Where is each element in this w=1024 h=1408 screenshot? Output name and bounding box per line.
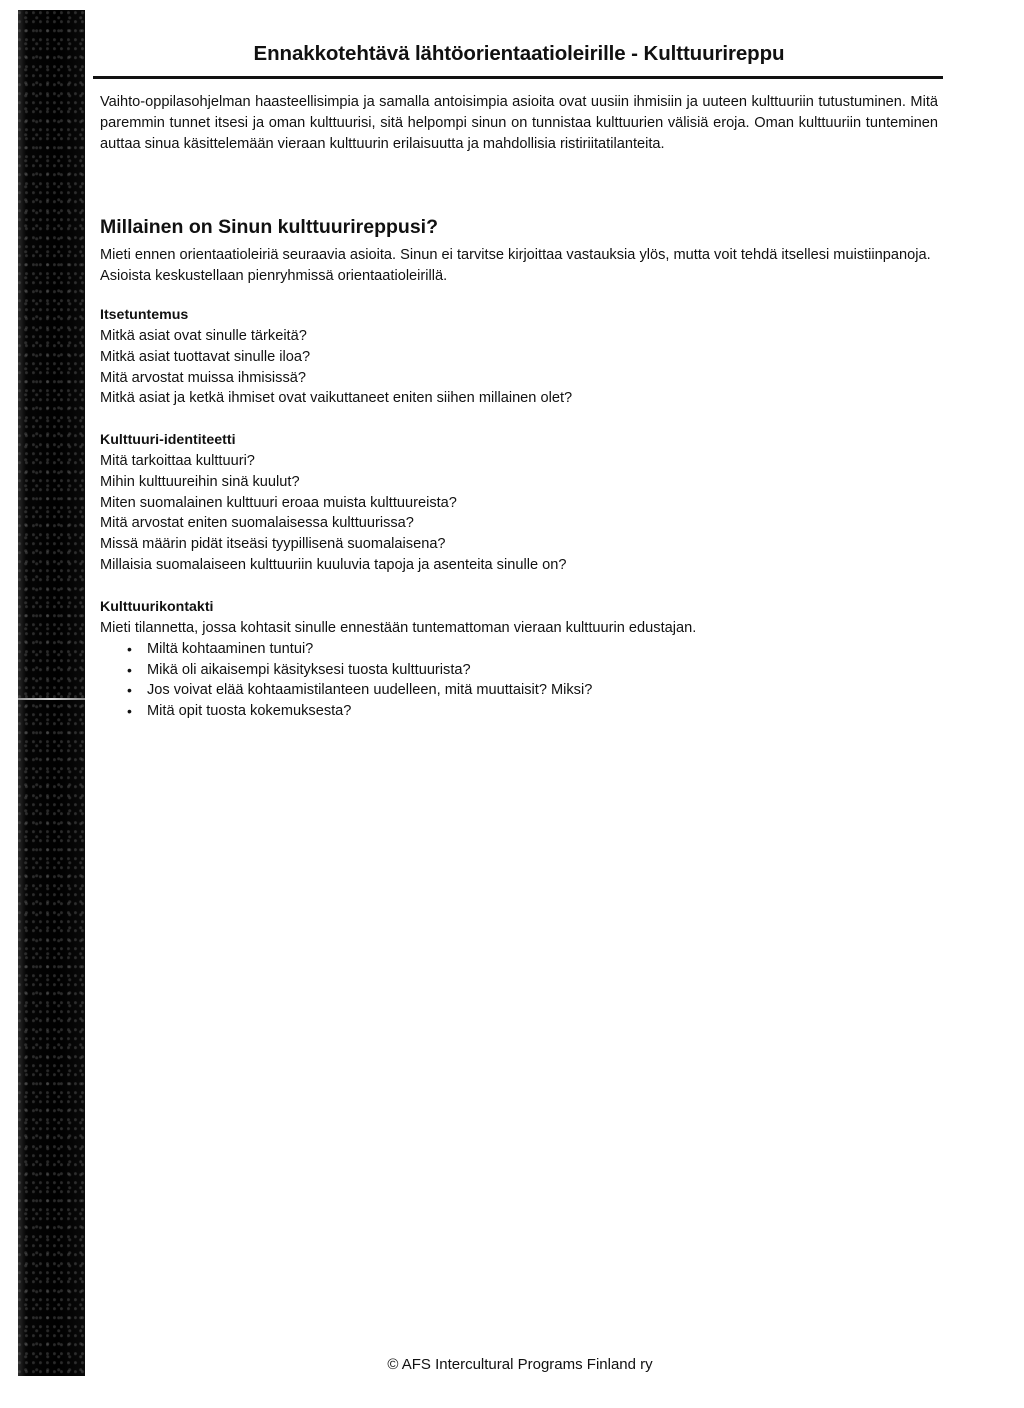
section-kulttuurikontakti: [100, 597, 945, 722]
question-line: Mitkä asiat tuottavat sinulle iloa?: [100, 348, 311, 365]
bullet-item: [100, 701, 945, 722]
page-title: Ennakkotehtävä lähtöorientaatioleirille - Kulttuurireppu: [253, 42, 785, 65]
section-itsetuntemus: [100, 305, 945, 409]
section-kulttuuri-identiteetti: [100, 430, 945, 576]
title-divider: [93, 76, 943, 79]
bullet-text: Mitä opit tuosta kokemuksesta?: [147, 703, 352, 720]
bullet-list: [100, 639, 945, 722]
bullet-icon: •: [127, 640, 132, 657]
question-line: Missä määrin pidät itseäsi tyypillisenä suomalaisena?: [100, 536, 446, 553]
bullet-item: [100, 660, 945, 681]
bullet-icon: •: [127, 661, 132, 678]
section-intro-line: Mieti tilannetta, jossa kohtasit sinulle ennestään tuntemattoman vieraan kulttuurin edustajan.: [100, 620, 697, 636]
bullet-item: [100, 639, 945, 660]
question-line: Mitä arvostat muissa ihmisissä?: [100, 369, 306, 386]
subsection-heading: Kulttuuri-identiteetti: [100, 432, 236, 448]
subsection-heading: Kulttuurikontakti: [100, 599, 214, 615]
fold-crease: [18, 698, 85, 700]
bullet-icon: •: [127, 703, 132, 720]
scanner-edge-shadow: [18, 10, 85, 1376]
lead-paragraph: Mieti ennen orientaatioleiriä seuraavia asioita. Sinun ei tarvitse kirjoittaa vastauksia ylös, mutta voit tehdä itsellesi muistiinpanoja. Asioista keskustellaan pienryhmissä orientaatioleirillä.: [100, 247, 931, 284]
question-line: Mitä tarkoittaa kulttuuri?: [100, 453, 255, 469]
bullet-text: Mikä oli aikaisempi käsityksesi tuosta kulttuurista?: [147, 661, 471, 678]
question-line: Miten suomalainen kulttuuri eroaa muista kulttuureista?: [100, 494, 457, 511]
question-line: Mihin kulttuureihin sinä kuulut?: [100, 473, 300, 490]
question-line: Millaisia suomalaiseen kulttuuriin kuuluvia tapoja ja asenteita sinulle on?: [100, 556, 567, 573]
bullet-text: Jos voivat elää kohtaamistilanteen uudelleen, mitä muuttaisit? Miksi?: [147, 682, 593, 699]
bullet-text: Miltä kohtaaminen tuntui?: [147, 640, 314, 657]
bullet-item: [100, 680, 945, 701]
intro-paragraph: Vaihto-oppilasohjelman haasteellisimpia ja samalla antoisimpia asioita ovat uusiin ihmisiin ja uuteen kulttuuriin tutustuminen. Mitä paremmin tunnet itsesi ja oman kulttuurisi, sitä helpompi sinun on tunnistaa kulttuurien välisiä eroja. Oman kulttuuriin tunteminen auttaa sinua käsittelemään vieraan kulttuurin erilaisuutta ja mahdollisia ristiriitatilanteita.: [100, 94, 938, 152]
bullet-icon: •: [127, 682, 132, 699]
question-line: Mitä arvostat eniten suomalaisessa kulttuurissa?: [100, 515, 414, 532]
question-line: Mitkä asiat ja ketkä ihmiset ovat vaikuttaneet eniten siihen millainen olet?: [100, 390, 573, 407]
subsection-heading: Itsetuntemus: [100, 307, 189, 323]
question-line: Mitkä asiat ovat sinulle tärkeitä?: [100, 328, 307, 344]
section-heading: Millainen on Sinun kulttuurireppusi?: [100, 216, 438, 238]
copyright-footer: © AFS Intercultural Programs Finland ry: [387, 1356, 653, 1373]
